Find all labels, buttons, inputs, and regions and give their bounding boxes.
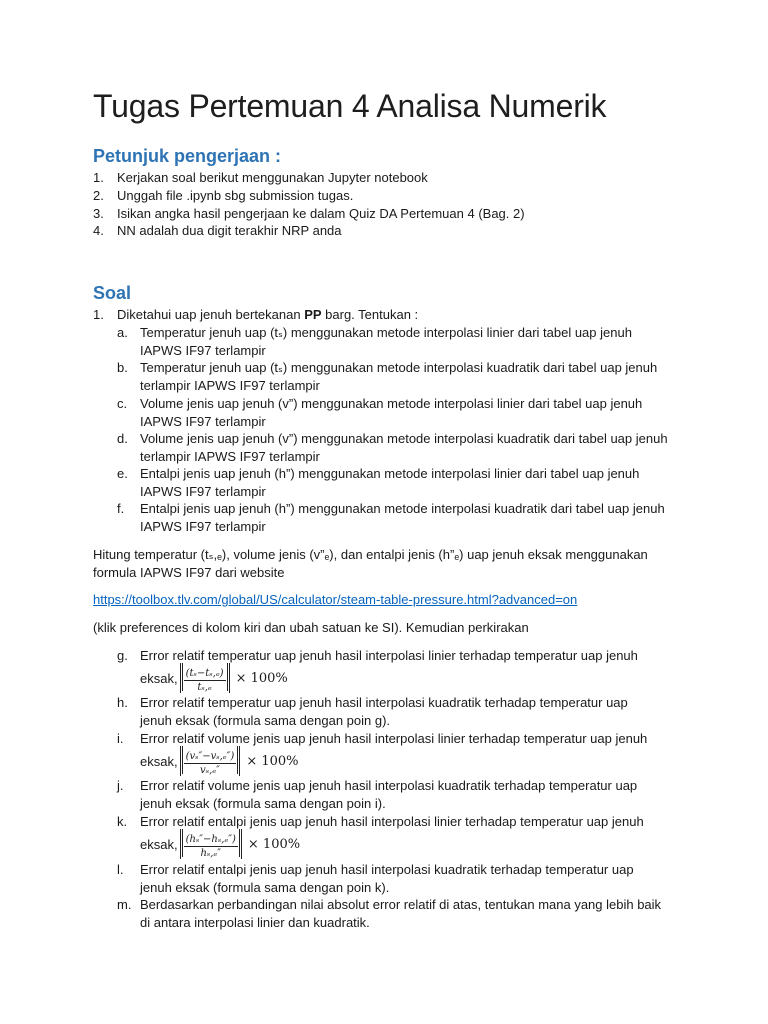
soal-heading: Soal	[93, 283, 132, 303]
sub-item-letter: m.	[117, 897, 132, 912]
sub-item-letter: c.	[117, 396, 128, 411]
fraction-numerator: (hₛ″−hₛ,ₑ″)	[185, 834, 236, 845]
paragraph-hitung: formula IAPWS IF97 dari website	[93, 565, 285, 580]
formula-lead-text: eksak,	[140, 836, 178, 852]
sub-item-text: terlampir IAPWS IF97 terlampir	[140, 449, 320, 464]
sub-item-letter: j.	[117, 778, 124, 793]
list-item: Isikan angka hasil pengerjaan ke dalam Quiz DA Pertemuan 4 (Bag. 2)	[117, 206, 525, 221]
sub-item-text: Berdasarkan perbandingan nilai absolut error relatif di atas, tentukan mana yang lebih baik	[140, 897, 662, 912]
error-fraction	[184, 667, 226, 694]
fraction-numerator: (vₛ″−vₛ,ₑ″)	[185, 751, 235, 762]
norm-bars	[180, 663, 230, 693]
list-number: 3.	[93, 206, 104, 221]
formula-lead-text: eksak,	[140, 670, 178, 686]
sub-item-text: terlampir IAPWS IF97 terlampir	[140, 378, 320, 393]
question-number: 1.	[93, 307, 104, 322]
sub-item-text: Error relatif entalpi jenis uap jenuh hasil interpolasi linier terhadap temperatur uap jenuh	[140, 814, 644, 829]
sub-item-text: Error relatif temperatur uap jenuh hasil interpolasi kuadratik terhadap temperatur uap	[140, 695, 628, 710]
question-param: PP	[304, 307, 322, 322]
sub-item-text: Error relatif entalpi jenis uap jenuh hasil interpolasi kuadratik terhadap temperatur uap	[140, 862, 634, 877]
sub-item-letter: b.	[117, 360, 128, 375]
sub-item-text: Error relatif volume jenis uap jenuh hasil interpolasi kuadratik terhadap temperatur uap	[140, 778, 638, 793]
sub-item-text: Volume jenis uap jenuh (v”) menggunakan metode interpolasi kuadratik dari tabel uap jenuh	[140, 431, 668, 446]
list-number: 4.	[93, 223, 104, 238]
sub-item-text: Entalpi jenis uap jenuh (h”) menggunakan metode interpolasi kuadratik dari tabel uap jenuh	[140, 501, 665, 516]
sub-item-letter: e.	[117, 466, 128, 481]
sub-item-text: Error relatif temperatur uap jenuh hasil interpolasi linier terhadap temperatur uap jenuh	[140, 648, 638, 663]
sub-item-letter: g.	[117, 648, 128, 663]
fraction-denominator: tₛ,ₑ	[197, 682, 212, 693]
norm-inner	[182, 746, 239, 774]
fraction-denominator: hₛ,ₑ″	[200, 848, 222, 859]
sub-item-text: Temperatur jenuh uap (tₛ) menggunakan metode interpolasi linier dari tabel uap jenuh	[140, 325, 632, 340]
formula-line	[140, 663, 288, 693]
sub-item-text: jenuh eksak (formula sama dengan poin g).	[140, 713, 391, 728]
sub-item-text: Temperatur jenuh uap (tₛ) menggunakan metode interpolasi kuadratik dari tabel uap jenuh	[140, 360, 658, 375]
list-number: 1.	[93, 170, 104, 185]
petunjuk-heading: Petunjuk pengerjaan :	[93, 146, 282, 166]
formula-lead-text: eksak,	[140, 753, 178, 769]
sub-item-letter: k.	[117, 814, 128, 829]
formula-line	[140, 746, 299, 776]
formula-line	[140, 829, 300, 859]
list-item: Kerjakan soal berikut menggunakan Jupyter notebook	[117, 170, 428, 185]
sub-item-letter: i.	[117, 731, 124, 746]
sub-item-text: IAPWS IF97 terlampir	[140, 343, 266, 358]
norm-bars	[180, 746, 241, 776]
sub-item-text: Entalpi jenis uap jenuh (h”) menggunakan metode interpolasi linier dari tabel uap jenuh	[140, 466, 640, 481]
sub-item-text: jenuh eksak (formula sama dengan poin k).	[140, 880, 390, 895]
norm-bars	[180, 829, 242, 859]
sub-item-text: Error relatif volume jenis uap jenuh hasil interpolasi linier terhadap temperatur uap jenuh	[140, 731, 648, 746]
list-item: NN adalah dua digit terakhir NRP anda	[117, 223, 342, 238]
paragraph-hitung: Hitung temperatur (tₛ,ₑ), volume jenis (v”ₑ), dan entalpi jenis (h”ₑ) uap jenuh eksak menggunakan	[93, 547, 648, 562]
sub-item-letter: l.	[117, 862, 124, 877]
steam-table-link[interactable]: https://toolbox.tlv.com/global/US/calculator/steam-table-pressure.html?advanced=on	[93, 592, 578, 607]
error-fraction	[184, 750, 237, 777]
fraction-denominator: vₛ,ₑ″	[200, 765, 220, 776]
sub-item-text: IAPWS IF97 terlampir	[140, 484, 266, 499]
question-text-post: barg. Tentukan :	[321, 307, 419, 322]
sub-item-text: Volume jenis uap jenuh (v”) menggunakan metode interpolasi linier dari tabel uap jenuh	[140, 396, 643, 411]
norm-inner	[182, 663, 228, 691]
error-fraction	[184, 833, 238, 860]
page-title: Tugas Pertemuan 4 Analisa Numerik	[93, 88, 607, 124]
sub-item-text: di antara interpolasi linier dan kuadratik.	[140, 915, 370, 930]
list-item: Unggah file .ipynb sbg submission tugas.	[117, 188, 354, 203]
sub-item-letter: d.	[117, 431, 128, 446]
percent-factor: × 100%	[247, 836, 301, 852]
percent-factor: × 100%	[246, 753, 299, 769]
sub-item-letter: f.	[117, 501, 125, 516]
sub-item-text: IAPWS IF97 terlampir	[140, 519, 266, 534]
norm-inner	[182, 829, 240, 857]
question-text	[117, 306, 418, 323]
sub-item-letter: a.	[117, 325, 128, 340]
sub-item-letter: h.	[117, 695, 128, 710]
question-text-pre: Diketahui uap jenuh bertekanan	[117, 307, 305, 322]
sub-item-text: jenuh eksak (formula sama dengan poin i).	[140, 796, 386, 811]
sub-item-text: IAPWS IF97 terlampir	[140, 414, 266, 429]
list-number: 2.	[93, 188, 104, 203]
percent-factor: × 100%	[235, 670, 288, 686]
paragraph-klik: (klik preferences di kolom kiri dan ubah satuan ke SI). Kemudian perkirakan	[93, 620, 529, 635]
fraction-numerator: (tₛ−tₛ,ₑ)	[185, 668, 224, 679]
